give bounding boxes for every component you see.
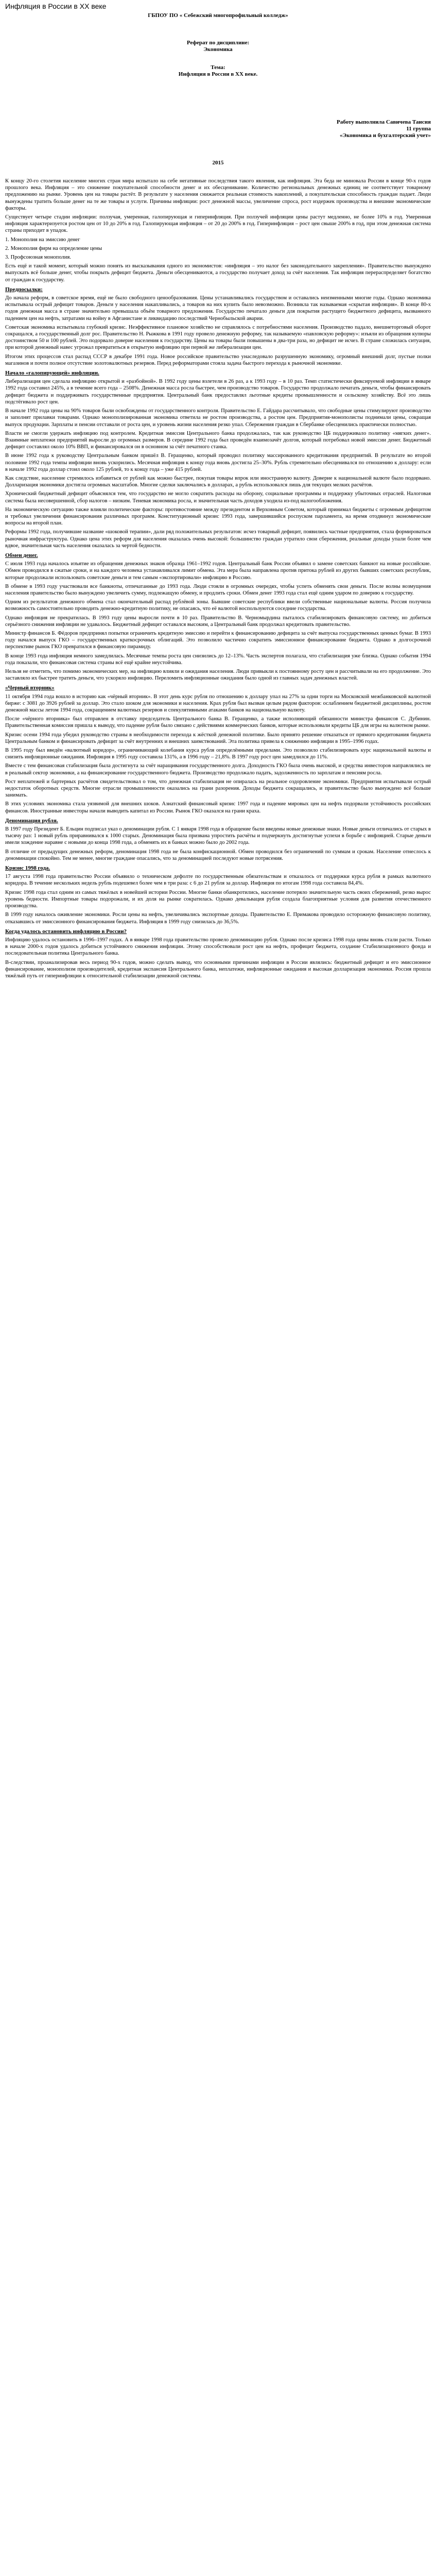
section-heading: Кризис 1998 года. — [5, 865, 50, 872]
section — [5, 928, 431, 979]
section-paragraph: Министр финансов Б. Фёдоров предпринял попытки ограничить кредитную эмиссию и перейти к финансированию дефицита за счёт выпуска государственных ценных бумаг. В 1993 году начался выпуск ГКО – государственных краткосрочных облигаций. Это позволило частично сократить эмиссионное финансирование бюджета. Однако в долгосрочной перспективе рынок ГКО превратился в финансовую пирамиду. — [5, 630, 431, 650]
section-heading: Предпосылки: — [5, 286, 43, 293]
section-paragraph: Итогом этих процессов стал распад СССР в декабре 1991 года. Новое российское правительство унаследовало разрушенную экономику, огромный внешний долг, пустые полки магазинов и почти полное отсутствие золотовалютных резервов. Перед реформаторами стояла задача быстрого перехода к рыночной экономике. — [5, 353, 431, 366]
document-title: Инфляция в России в XX веке — [5, 2, 107, 10]
section-paragraph: В начале 1992 года цены на 90% товаров были освобождены от государственного контроля. Правительство Е. Гайдара рассчитывало, что свободные цены стимулируют производство и заполнят прилавки товарами. Однако монополизированная экономика ответила не ростом производства, а ростом цен. Предприятия-монополисты поднимали цены, сокращая выпуск продукции. Зарплаты и пенсии отставали от роста цен, и уровень жизни населения резко упал. Сбережения граждан в Сбербанке обесценились практически полностью. — [5, 408, 431, 428]
section-heading: Начало «галопирующей» инфляции. — [5, 370, 99, 377]
section-heading-wrapper — [5, 928, 431, 935]
ref-subject: Экономика — [203, 46, 233, 53]
section-paragraph: Одним из результатов денежного обмена стал окончательный распад рублёвой зоны. Бывшие советские республики ввели собственные национальные валюты. Россия получила возможность самостоятельно проводить денежно-кредитную политику, не опасаясь, что её валютой воспользуются соседние государства. — [5, 599, 431, 612]
section-paragraph: Либерализация цен сделала инфляцию открытой и «разбойной». В 1992 году цены взлетели в 26 раз, а к 1993 году – в 10 раз. Темп статистически фиксируемой инфляции в январе 1992 года составил 245%, а в течение всего года – 2508%. Денежная масса росла быстрее, чем производство товаров. Государство продолжало печатать деньги, чтобы финансировать дефицит бюджета и поддерживать государственные предприятия. Центральный банк предоставлял льготные кредиты промышленности и сельскому хозяйству. Всё это лишь подстёгивало рост цен. — [5, 379, 431, 405]
section-paragraph: В этих условиях экономика стала уязвимой для внешних шоков. Азиатский финансовый кризис 1997 года и падение мировых цен на нефть подорвали устойчивость российских финансов. Иностранные инвесторы начали выводить капитал из России. Рынок ГКО оказался на грани краха. — [5, 801, 431, 814]
intro-block — [5, 178, 431, 283]
section-paragraph: На экономическую ситуацию также влияли политические факторы: противостояние между президентом и Верховным Советом, который принимал бюджеты с огромным дефицитом и требовал увеличения финансирования различных программ. Конституционный кризис 1993 года, завершившийся роспуском парламента, на время отодвинул экономические вопросы на второй план. — [5, 506, 431, 527]
section — [5, 370, 431, 549]
section — [5, 685, 431, 814]
section-heading: Деноминация рубля. — [5, 817, 58, 824]
section-heading-wrapper — [5, 818, 431, 824]
section — [5, 286, 431, 367]
year: 2015 — [212, 160, 224, 166]
section-paragraph: После «чёрного вторника» был отправлен в отставку председатель Центрального банка В. Геращенко, а также исполняющий обязанности министра финансов С. Дубинин. Правительственная комиссия пришла к выводу, что падение рубля было связано с действиями коммерческих банков, которые использовали кредиты ЦБ для игры на валютном рынке. — [5, 716, 431, 729]
section — [5, 552, 431, 682]
section-paragraph: Рост неплатежей и бартерных расчётов свидетельствовал о том, что денежная стабилизация не опиралась на реальное оздоровление экономики. Предприятия испытывали острый недостаток оборотных средств. Многие отрасли промышленности оказались на грани разорения. Доходы бюджета сокращались, и правительство было вынуждено всё больше занимать. — [5, 778, 431, 799]
intro-paragraph: Существует четыре стадии инфляции: ползучая, умеренная, галопирующая и гиперинфляция. При ползучей инфляции цены растут медленно, не более 10% в год. Умеренная инфляция характеризуется ростом цен от 10 до 20% в год. Галопирующая инфляция – от 20 до 200% в год. Гиперинфляция – рост цен свыше 200% в год, при этом денежная система страны приходит в упадок. — [5, 214, 431, 234]
section-heading: Когда удалось остановить инфляцию в России? — [5, 928, 127, 935]
intro-list-item: 2. Монополия фирм на определение цены — [5, 245, 102, 251]
section — [5, 865, 431, 925]
section-heading-wrapper — [5, 552, 431, 559]
section-paragraph: Вместе с тем финансовая стабилизация была достигнута за счёт наращивания государственного долга. Доходность ГКО была очень высокой, и средства инвесторов направлялись не в реальный сектор экономики, а на финансирование государственного бюджета. Производство продолжало падать, задолженность по зарплатам и пенсиям росла. — [5, 763, 431, 776]
section-heading-wrapper — [5, 286, 431, 293]
section-paragraph: Нельзя не отметить, что помимо экономических мер, на инфляцию влияли и ожидания населения. Люди привыкли к постоянному росту цен и рассчитывали на его продолжение. Это заставляло их быстрее тратить деньги, что ускоряло инфляцию. Переломить инфляционные ожидания было одной из главных задач денежных властей. — [5, 669, 431, 682]
section-paragraph: В 1999 году началось оживление экономики. Росли цены на нефть, увеличивались экспортные доходы. Правительство Е. Примакова проводило осторожную финансовую политику, отказавшись от эмиссионного финансирования бюджета. Инфляция в 1999 году снизилась до 36,5%. — [5, 912, 431, 925]
section-paragraph: До начала реформ, в советское время, ещё не было свободного ценообразования. Цены устанавливались государством и оставались неизменными многие годы. Однако экономика испытывала острый дефицит товаров. Деньги у населения накапливались, а товаров на них купить было невозможно. Возникла так называемая «скрытая инфляция». В конце 80-х годов денежная масса в стране значительно превышала объём товарного предложения. Государство печатало деньги для покрытия растущего бюджетного дефицита, вызванного падением цен на нефть, затратами на войну в Афганистане и ликвидацию последствий Чернобыльской аварии. — [5, 295, 431, 321]
intro-paragraph: Есть ещё и такой момент, который можно понять из высказывания одного из экономистов: «инфляция – это налог без законодательного закрепления». Правительство вынуждено выпускать всё больше денег, чтобы покрыть дефицит бюджета. Деньги обесцениваются, а государство получает доход за счёт населения. Так инфляция перераспределяет богатство от граждан к государству. — [5, 263, 431, 283]
section-heading: Обмен денег. — [5, 552, 38, 558]
section — [5, 818, 431, 862]
section-paragraph: В конце 1993 года инфляция немного замедлилась. Месячные темпы роста цен снизились до 12–13%. Часть экспертов полагала, что стабилизация уже близка. Однако события 1994 года показали, что финансовая система страны всё ещё крайне неустойчива. — [5, 653, 431, 666]
section-paragraph: Как следствие, население стремилось избавиться от рублей как можно быстрее, покупая товары впрок или иностранную валюту. Доверие к национальной валюте было подорвано. Долларизация экономики достигла огромных масштабов. Многие сделки заключались в долларах, а рубль использовался лишь для текущих мелких расчётов. — [5, 475, 431, 488]
section-paragraph: 11 октября 1994 года вошло в историю как «чёрный вторник». В этот день курс рубля по отношению к доллару упал на 27% за одни торги на Московской межбанковской валютной бирже: с 3081 до 3926 рублей за доллар. Это стало шоком для экономики и населения. Крах рубля был вызван целым рядом факторов: ослаблением бюджетной дисциплины, ростом денежной массы летом 1994 года, сокращением валютных резервов и спекулятивными атаками банков на национальную валюту. — [5, 693, 431, 714]
intro-list-item: 1. Монополия на эмиссию денег — [5, 236, 80, 243]
essay-body — [5, 178, 431, 979]
group-line: 11 группа — [406, 126, 431, 132]
section-paragraph: Однако инфляция не прекратилась. В 1993 году цены выросли почти в 10 раз. Правительство В. Черномырдина пыталось стабилизировать финансовую систему, но добиться серьёзного снижения инфляции не удавалось. Бюджетный дефицит оставался высоким, а Центральный банк продолжал кредитовать правительство. — [5, 615, 431, 628]
section-paragraph: Кризис осени 1994 года убедил руководство страны в необходимости перехода к жёсткой денежной политике. Было принято решение отказаться от прямого кредитования бюджета Центральным банком и финансировать дефицит за счёт внутренних и внешних заимствований. Эта политика привела к снижению инфляции в 1995–1996 годах. — [5, 732, 431, 744]
section-heading-wrapper — [5, 370, 431, 377]
section-paragraph: Советская экономика испытывала глубокий кризис. Неэффективное плановое хозяйство не справлялось с потребностями населения. Производство падало, внешнеторговый оборот сокращался, а государственный долг рос. Правительство Н. Рыжкова в 1991 году провело денежную реформу, так называемую «павловскую реформу»: изъяли из обращения купюры достоинством 50 и 100 рублей. Это подорвало доверие населения к государству. Цены на товары были повышены в два-три раза, но дефицит не исчез. В стране сложилась ситуация, при которой денежный навес угрожал превратиться в открытую инфляцию при первой же либерализации цен. — [5, 324, 431, 351]
author-line: Работу выполнила Савичева Таисия — [337, 119, 431, 125]
specialty-line: «Экономика и бухгалтерский учет» — [339, 132, 431, 139]
section-paragraph: С июля 1993 года началось изъятие из обращения денежных знаков образца 1961–1992 годов. Центральный банк России объявил о замене советских банкнот на новые российские. Обмен проводился в сжатые сроки, и на каждого человека устанавливался лимит обмена. Эта мера была направлена против притока рублей из других бывших советских республик, которые продолжали использовать советские деньги и тем самым «экспортировали» инфляцию в Россию. — [5, 561, 431, 581]
section-heading: «Черный вторник» — [5, 685, 55, 691]
section-paragraph: Реформы 1992 года, получившие название «шоковой терапии», дали ряд положительных результатов: исчез товарный дефицит, появились частные предприятия, стала формироваться рыночная инфраструктура. Однако цена этих реформ для населения оказалась очень высокой: большинство граждан утратило свои сбережения, реальные доходы упали более чем вдвое, значительная часть населения оказалась за чертой бедности. — [5, 529, 431, 549]
sections-container — [5, 286, 431, 979]
section-paragraph: В обмене в 1993 году участвовали все банкноты, отпечатанные до 1993 года. Люди стояли в огромных очередях, чтобы успеть обменять свои деньги. После волны возмущения населения правительство было вынуждено увеличить сумму, подлежащую обмену, и продлить сроки. Обмен денег 1993 года стал ещё одним ударом по доверию к государству. — [5, 583, 431, 596]
section-paragraph: Хронический бюджетный дефицит объяснялся тем, что государство не могло сократить расходы на оборону, социальные программы и поддержку убыточных отраслей. Налоговая система была несовершенной, сбор налогов – низким. Теневая экономика росла, и значительная часть доходов уходила из-под налогообложения. — [5, 491, 431, 504]
section-heading-wrapper — [5, 865, 431, 872]
intro-list-item: 3. Профсоюзная монополия. — [5, 255, 71, 261]
section-paragraph: В отличие от предыдущих денежных реформ, деноминация 1998 года не была конфискационной. Обмен проводился без ограничений по суммам и срокам. Население отнеслось к деноминации спокойно. Тем не менее, многие граждане опасались, что за деноминацией последуют новые потрясения. — [5, 849, 431, 861]
section-paragraph: Власти не смогли удержать инфляцию под контролем. Кредитная эмиссия Центрального банка продолжалась, так как руководство ЦБ поддерживало политику «мягких денег». Взаимные неплатежи предприятий выросли до огромных размеров. В середине 1992 года был проведён взаимозачёт долгов, который потребовал новой эмиссии денег. Бюджетный дефицит составлял около 10% ВВП, и финансировался он в основном за счёт печатного станка. — [5, 430, 431, 450]
topic-label: Тема: — [211, 64, 225, 71]
section-heading-wrapper — [5, 685, 431, 691]
school-name: ГБПОУ ПО « Себежский многопрофильный колледж» — [148, 12, 288, 19]
topic-title: Инфляция в России в XX веке. — [178, 71, 258, 77]
section-paragraph: Кризис 1998 года стал одним из самых тяжёлых в новейшей истории России. Многие банки обанкротились, население потеряло значительную часть своих сбережений, резко вырос уровень бедности. Импортные товары подорожали, и их доля на рынке сократилась. Однако девальвация рубля создала благоприятные условия для развития отечественного производства. — [5, 889, 431, 909]
section-paragraph: В 1995 году был введён «валютный коридор», ограничивающий колебания курса рубля определёнными пределами. Это позволило стабилизировать курс национальной валюты и снизить инфляционные ожидания. Инфляция в 1995 году составила 131%, а в 1996 году – 21,8%. В 1997 году рост цен замедлился до 11%. — [5, 748, 431, 760]
section-paragraph: В-следствии, проанализировав весь период 90-х годов, можно сделать вывод, что основными причинами инфляции в России являлись: бюджетный дефицит и его эмиссионное финансирование, монополизм производителей, кредитная экспансия Центрального банка, неплатежи, инфляционные ожидания и высокая долларизация экономики. Россия прошла тяжёлый путь от гиперинфляции к относительной стабилизации денежной системы. — [5, 959, 431, 979]
ref-label: Реферат по дисциплине: — [186, 40, 250, 46]
intro-paragraph: К концу 20-го столетия население многих стран мира испытало на себе негативные последствия такого явления, как инфляция. Эта беда не миновала России в конце 90-х годов прошлого века. Инфляция – это снижение покупательной способности денег и их обесценивание. Количество региональных денежных единиц не соответствует товарному предложению на рынке. Уровень цен на товары растёт. В результате у населения снижается реальная стоимость накоплений, а покупательская способность граждан падает. Люди вынуждены тратить больше денег на те же товары и услуги. Причины инфляции: рост денежной массы, увеличение спроса, рост издержек производства и внешние экономические факторы. — [5, 178, 431, 211]
section-paragraph: 17 августа 1998 года правительство России объявило о техническом дефолте по государственным обязательствам и отказалось от поддержки курса рубля в рамках валютного коридора. В течение нескольких недель рубль подешевел более чем в три раза: с 6 до 21 рубля за доллар. Инфляция по итогам 1998 года составила 84,4%. — [5, 874, 431, 887]
section-paragraph: В июне 1992 года к руководству Центральным банком пришёл В. Геращенко, который проводил политику массированного кредитования предприятий. В результате во второй половине 1992 года темпы инфляции вновь ускорились. Месячная инфляция к концу года вновь достигла 25–30%. Рубль стремительно обесценивался по отношению к доллару: если в начале 1992 года доллар стоил около 125 рублей, то к концу года – уже 415 рублей. — [5, 453, 431, 472]
section-paragraph: Инфляцию удалось остановить в 1996–1997 годах. А в январе 1998 года правительство провело деноминацию рубля. Однако после кризиса 1998 года цены вновь стали расти. Только в начале 2000-х годов удалось добиться устойчивого снижения инфляции. Этому способствовали рост цен на нефть, профицит бюджета, создание Стабилизационного фонда и последовательная политика Центрального банка. — [5, 937, 431, 957]
section-paragraph: В 1997 году Президент Б. Ельцин подписал указ о деноминации рубля. С 1 января 1998 года в обращение были введены новые денежные знаки. Новые деньги отличались от старых в тысячу раз: 1 новый рубль приравнивался к 1000 старых. Деноминация была призвана упростить расчёты и подчеркнуть достигнутые успехи в борьбе с инфляцией. Старые деньги имели хождение наравне с новыми до конца 1998 года, а обменять их в банках можно было до 2002 года. — [5, 826, 431, 846]
